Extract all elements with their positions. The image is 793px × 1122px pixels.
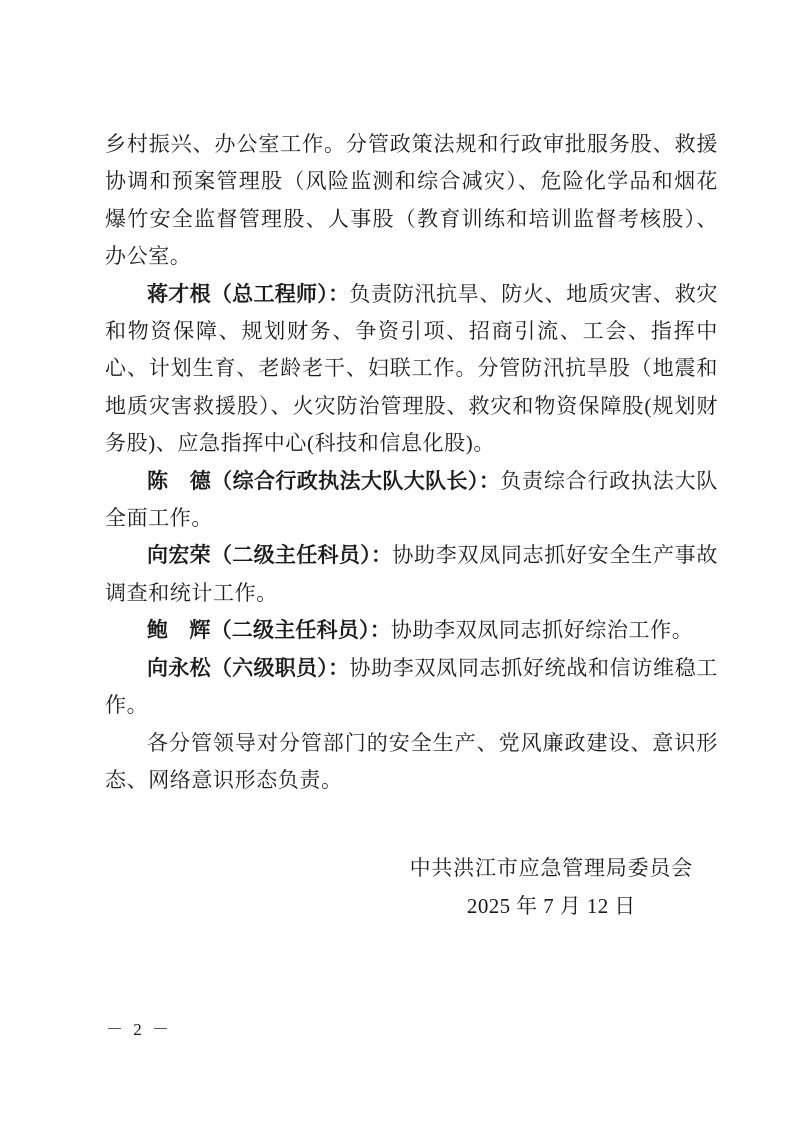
paragraph-text: 协助李双凤同志抓好统战和信访维稳工作。 (105, 655, 719, 718)
paragraph-closing (105, 725, 718, 800)
signature-date: 2025 年 7 月 12 日 (466, 893, 636, 918)
paragraph-bao-hui (105, 612, 718, 649)
paragraph-text: 各分管领导对分管部门的安全生产、党风廉政建设、意识形态、网络意识形态负责。 (105, 730, 718, 792)
person-name-title: 向永松（六级职员）： (147, 656, 350, 680)
paragraph-text: 协助李双凤同志抓好综治工作。 (390, 618, 694, 643)
paragraph-text: 负责综合行政执法大队全面工作。 (105, 468, 718, 531)
person-name-title: 蒋才根（总工程师）： (147, 282, 350, 306)
paragraph-chen-de (105, 463, 718, 538)
signature-organization: 中共洪江市应急管理局委员会 (409, 856, 693, 881)
paragraph-text: 乡村振兴、办公室工作。分管政策法规和行政审批服务股、救援协调和预案管理股（风险监测和综合减灾）、危险化学品和烟花爆竹安全监督管理股、人事股（教育训练和培训监督考核股）、办公室。 (105, 132, 718, 269)
person-name-title: 陈 德（综合行政执法大队大队长）： (147, 469, 501, 493)
paragraph-continuation (105, 126, 718, 276)
paragraph-text: 负责防汛抗旱、防火、地质灾害、救灾和物资保障、规划财务、争资引项、招商引流、工会、指挥中心、计划生育、老龄老干、妇联工作。分管防汛抗旱股（地震和地质灾害救援股）、火灾防治管理股、救灾和物资保障股(规划财务股)、应急指挥中心(科技和信息化股)。 (105, 281, 719, 456)
document-body (105, 126, 718, 925)
paragraph-jiang-caigen (105, 276, 718, 463)
person-name-title: 鲍 辉（二级主任科员）： (147, 619, 391, 643)
page-number: － 2 － (106, 1020, 172, 1039)
person-name-title: 向宏荣（二级主任科员）： (147, 544, 393, 568)
signature-block (410, 850, 693, 925)
paragraph-xiang-hongrong (105, 537, 718, 612)
paragraph-text: 协助李双凤同志抓好安全生产事故调查和统计工作。 (105, 543, 718, 605)
paragraph-xiang-yongsong (105, 650, 718, 725)
